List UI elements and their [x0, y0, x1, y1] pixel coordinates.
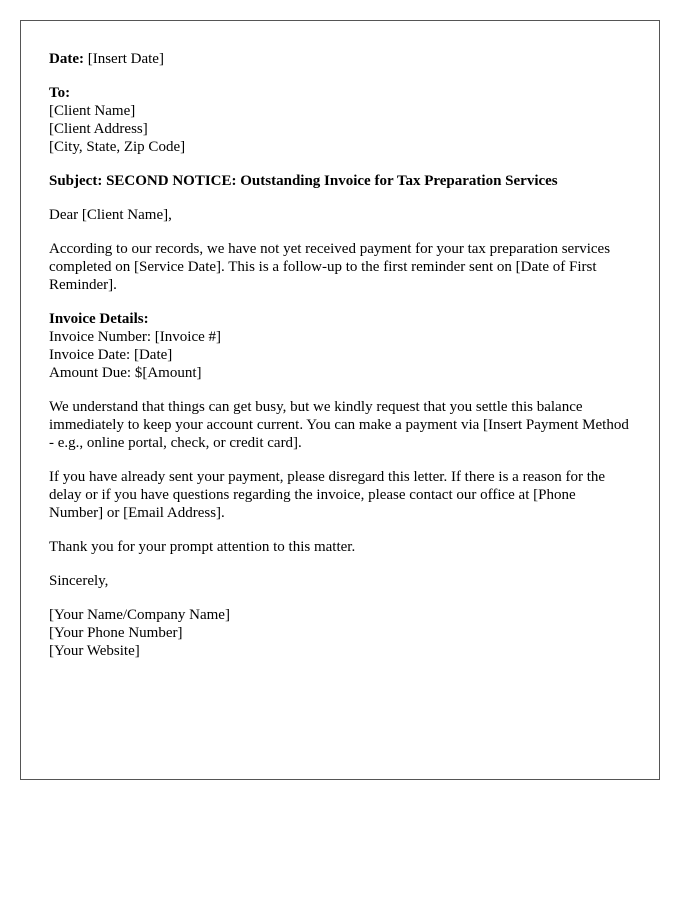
subject-line: Subject: SECOND NOTICE: Outstanding Invoice for Tax Preparation Services	[49, 173, 558, 189]
letter-page	[20, 20, 660, 780]
salutation: Dear [Client Name],	[49, 207, 172, 223]
recipient-block	[49, 84, 631, 156]
paragraph-thanks: Thank you for your prompt attention to this matter.	[49, 539, 356, 555]
invoice-amount: Amount Due: $[Amount]	[49, 365, 202, 381]
signature-block	[49, 606, 631, 660]
signature-phone: [Your Phone Number]	[49, 625, 183, 641]
date-label: Date:	[49, 51, 84, 67]
invoice-details	[49, 310, 631, 382]
paragraph-records: According to our records, we have not yet received payment for your tax preparation services completed on [Service Date]. This is a follow-up to the first reminder sent on [Date of First Reminder].	[49, 241, 611, 293]
invoice-number: Invoice Number: [Invoice #]	[49, 329, 222, 345]
invoice-details-heading: Invoice Details:	[49, 311, 149, 327]
recipient-city-state-zip: [City, State, Zip Code]	[49, 139, 186, 155]
date-line	[49, 50, 631, 68]
signature-name: [Your Name/Company Name]	[49, 607, 230, 623]
signature-website: [Your Website]	[49, 643, 140, 659]
recipient-address: [Client Address]	[49, 121, 148, 137]
closing: Sincerely,	[49, 573, 109, 589]
recipient-name: [Client Name]	[49, 103, 136, 119]
recipient-label: To:	[49, 85, 71, 101]
paragraph-request: We understand that things can get busy, but we kindly request that you settle this balance immediately to keep your account current. You can make a payment via [Insert Payment Method - e.g., online portal, check, or credit card].	[49, 399, 629, 451]
invoice-date: Invoice Date: [Date]	[49, 347, 173, 363]
paragraph-disregard: If you have already sent your payment, please disregard this letter. If there is a reason for the delay or if you have questions regarding the invoice, please contact our office at [Phone Number] or [Email Address].	[49, 469, 606, 521]
date-value: [Insert Date]	[87, 51, 164, 67]
